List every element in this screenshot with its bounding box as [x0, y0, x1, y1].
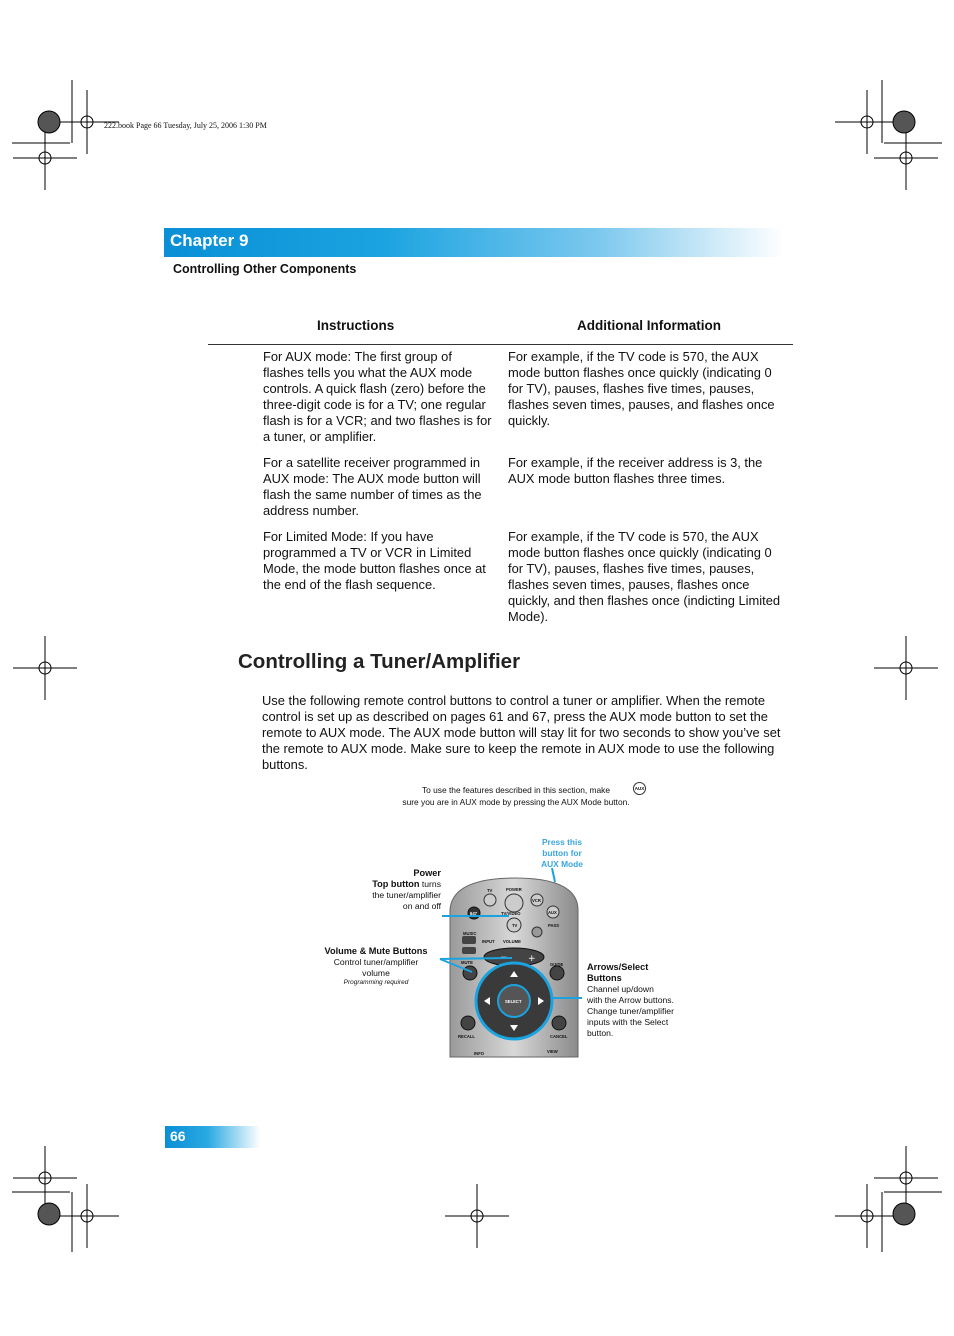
remote-label-select: SELECT — [505, 999, 522, 1004]
remote-label-aux: AUX — [548, 910, 557, 915]
remote-label-music: MUSIC — [463, 931, 477, 936]
remote-label-info: INFO — [474, 1051, 485, 1056]
remote-label-vcr: VCR — [532, 898, 541, 903]
table-cell-info: For example, if the receiver address is 3, the AUX mode button flashes three times. — [508, 455, 763, 486]
remote-label-input: INPUT — [482, 939, 495, 944]
aux-note-line1: To use the features described in this section, make — [421, 785, 611, 795]
press-aux-callout: Press this button for AUX Mode — [541, 837, 583, 869]
remote-label-guide: GUIDE — [550, 962, 564, 967]
remote-label-647: 647 — [470, 911, 477, 916]
remote-label-pass: PASS — [548, 923, 560, 928]
print-slug: 222.book Page 66 Tuesday, July 25, 2006 1:30 PM — [104, 121, 267, 130]
aux-note-line2: sure you are in AUX mode by pressing the AUX Mode button. — [402, 796, 630, 807]
remote-label-volume: VOLUME — [503, 939, 521, 944]
page-number: 66 — [170, 1128, 186, 1144]
remote-label-cancel: CANCEL — [550, 1034, 568, 1039]
table-header-info: Additional Information — [577, 318, 721, 333]
remote-label-mute: MUTE — [461, 960, 473, 965]
svg-text:+: + — [528, 954, 536, 964]
remote-label-tv: TV — [487, 888, 493, 893]
svg-text:−: − — [500, 953, 508, 963]
remote-label-view: VIEW — [547, 1049, 558, 1054]
aux-button-icon: AUX — [633, 782, 646, 795]
volume-mute-callout: Volume & Mute Buttons Control tuner/amplifier volume Programming required — [324, 946, 428, 986]
table-cell-instruction: For Limited Mode: If you have programmed a TV or VCR in Limited Mode, the mode button flashes once at the end of the flash sequence. — [263, 529, 486, 592]
table-cell-instruction: For AUX mode: The first group of flashes tells you what the AUX mode controls. A quick flash (zero) before the three-digit code is for a TV; one regular flash is for a VCR; and two flashes is for a tuner, or amplifier. — [263, 349, 492, 444]
remote-label-tv-video: TV/VIDEO — [501, 911, 521, 916]
table-cell-instruction: For a satellite receiver programmed in AUX mode: The AUX mode button will flash the same number of times as the address number. — [263, 455, 482, 518]
power-callout: Power Top button turns the tuner/amplifier on and off — [372, 868, 441, 911]
arrows-select-callout: Arrows/Select Buttons Channel up/down with the Arrow buttons. Change tuner/amplifier inputs with the Select button. — [587, 962, 674, 1038]
remote-label-tv-small: TV — [512, 923, 518, 928]
remote-label-recall: RECALL — [458, 1034, 475, 1039]
chapter-title: Chapter 9 — [170, 231, 249, 250]
table-cell-info: For example, if the TV code is 570, the AUX mode button flashes once quickly (indicating 0 for TV), pauses, flashes five times, pauses, flashes seven times, pauses, and flashes once quickly. — [508, 349, 775, 428]
body-paragraph: Use the following remote control buttons to control a tuner or amplifier. When the remote control is set up as described on pages 61 and 67, press the AUX mode button to set the remote to AUX mode. The AUX mode button will stay lit for two seconds to show you’ve set the remote to AUX mode. Make sure to keep the remote in AUX mode to use the following buttons. — [262, 693, 781, 772]
remote-label-power: POWER — [506, 887, 522, 892]
table-cell-info: For example, if the TV code is 570, the AUX mode button flashes once quickly (indicating 0 for TV), pauses, flashes five times, pauses, flashes seven times, pauses, flashes once quickly, and then flashes once (indicting Limited Mode). — [508, 529, 781, 624]
running-head: Controlling Other Components — [173, 262, 357, 276]
table-header-instructions: Instructions — [317, 318, 395, 333]
section-title: Controlling a Tuner/Amplifier — [238, 650, 521, 673]
